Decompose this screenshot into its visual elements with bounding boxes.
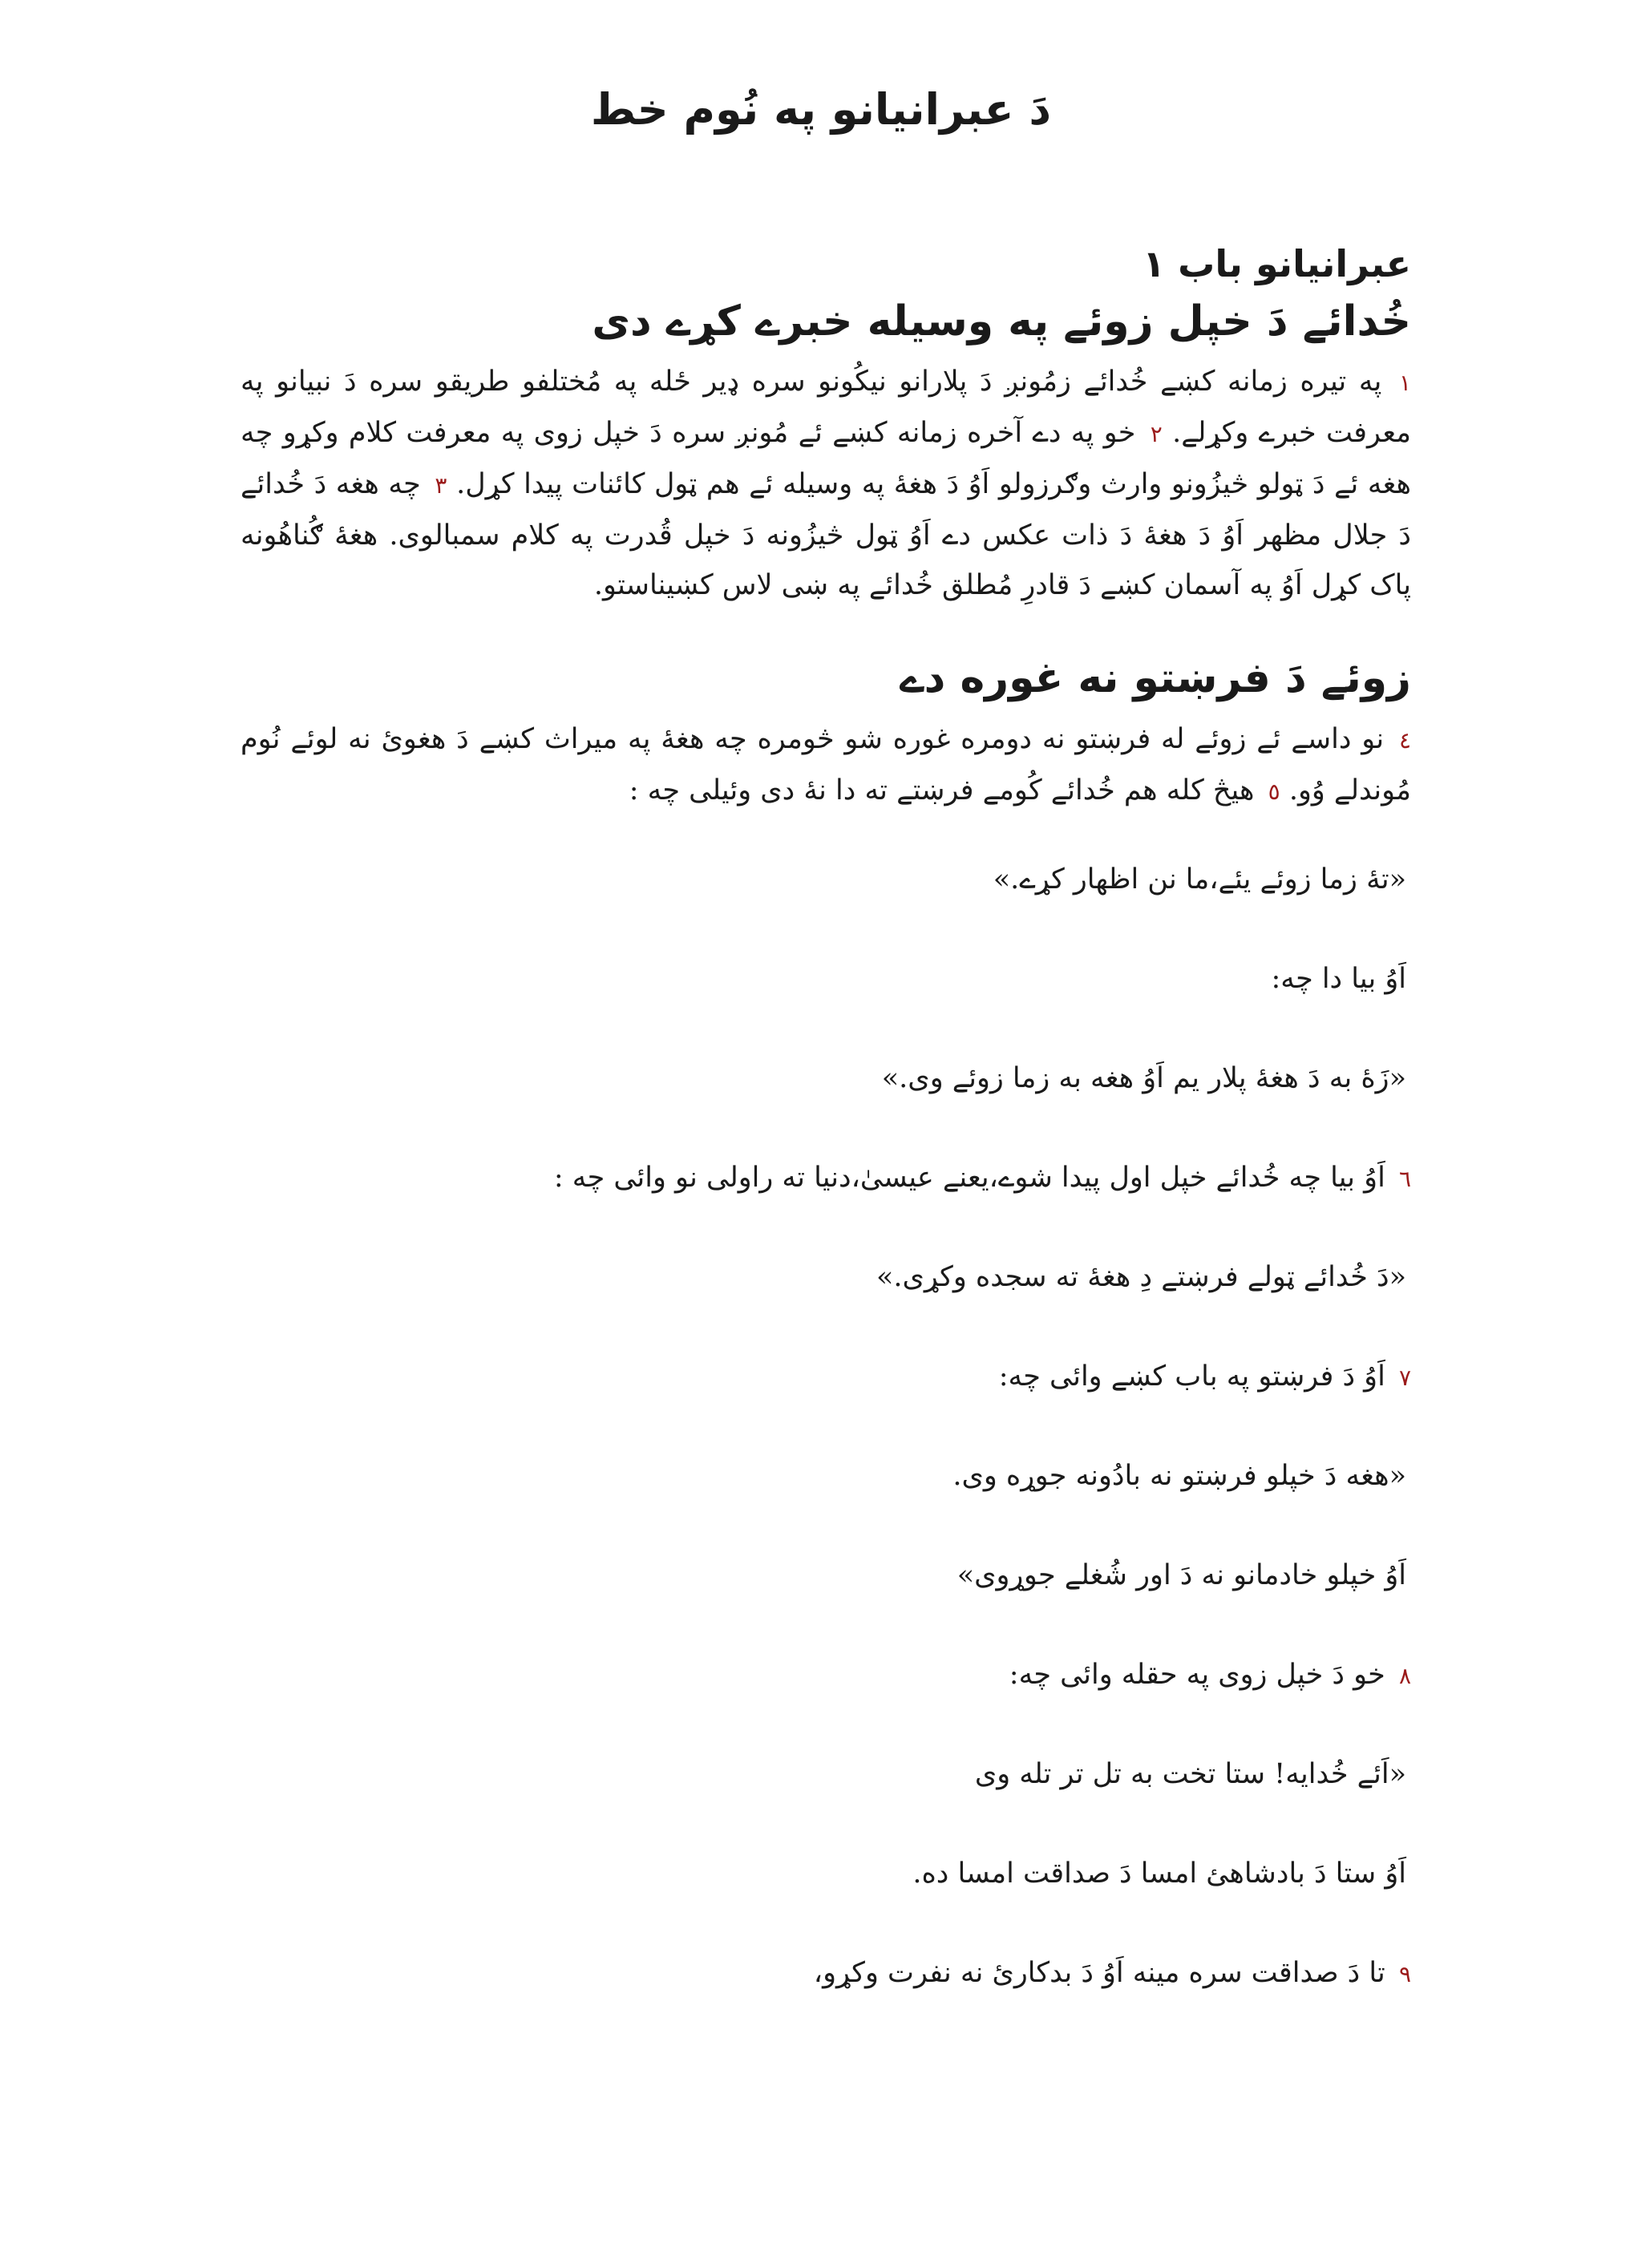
section-heading-1: خُدائے دَ خپل زوئے په وسيله خبرے کړے دی bbox=[592, 297, 1411, 346]
paragraph-verses-1-3 bbox=[241, 357, 1411, 610]
line-text: اَوُ بيا چه خُدائے خپل اول پيدا شوے،يعنے عيسیٰ،دنيا ته راولی نو وائی چه : bbox=[553, 1161, 1385, 1194]
quote-line bbox=[241, 955, 1411, 1005]
document-title: دَ عبرانيانو په نُوم خط bbox=[590, 84, 1052, 135]
verse-text: په تيره زمانه کښے خُدائے زمُونږ دَ پلارانو نيکُونو سره ډير ځله په مُختلفو طريقو سره دَ نبيانو په معرفت خبرے وکړلے. bbox=[241, 366, 1411, 450]
line-text: اَوُ بيا دا چه: bbox=[1271, 962, 1406, 995]
line-text: «هغه دَ خپلو فرښتو نه بادُونه جوړه وی. bbox=[952, 1459, 1406, 1492]
line-text: اَوُ دَ فرښتو په باب کښے وائی چه: bbox=[998, 1360, 1385, 1393]
verse-number: ۱ bbox=[1398, 370, 1411, 397]
verse-number: ۷ bbox=[1398, 1364, 1411, 1391]
paragraph-verses-4-5 bbox=[241, 714, 1411, 817]
quotation-block bbox=[241, 855, 1411, 1999]
quote-line bbox=[241, 1054, 1411, 1104]
line-text: «دَ خُدائے ټولے فرښتے دِ هغهٔ ته سجده وکړی.» bbox=[876, 1260, 1406, 1293]
quote-line bbox=[241, 1551, 1411, 1601]
quote-line bbox=[241, 1651, 1411, 1700]
verse-text: خو په دے آخره زمانه کښے ئے مُونږ سره دَ خپل زوی په معرفت کلام وکړو چه هغه ئے دَ ټولو څيزُونو وارث وګرزولو اَوُ دَ هغهٔ په وسيله ئے هم ټول کائنات پيدا کړل. bbox=[241, 417, 1411, 501]
verse-number: ٤ bbox=[1398, 726, 1411, 754]
verse-number: ۲ bbox=[1150, 421, 1163, 448]
chapter-label: عبرانيانو باب ۱ bbox=[1143, 242, 1411, 285]
verse-number: ٦ bbox=[1398, 1165, 1411, 1192]
quote-line bbox=[241, 1154, 1411, 1203]
quote-line bbox=[241, 1253, 1411, 1303]
quote-line bbox=[241, 1750, 1411, 1800]
verse-text: چه هغه دَ خُدائے دَ جلال مظهر اَوُ دَ هغهٔ دَ ذات عکس دے اَوُ ټول څيزُونه دَ خپل قُدرت په کلام سمبالوی. هغهٔ ګُناهُونه پاک کړل اَوُ په آسمان کښے دَ قادرِ مُطلق خُدائے په ښی لاس کښيناستو. bbox=[241, 468, 1411, 602]
quote-line bbox=[241, 1452, 1411, 1502]
quote-line bbox=[241, 855, 1411, 905]
line-text: اَوُ ستا دَ بادشاهئ امسا دَ صداقت امسا ده. bbox=[912, 1857, 1406, 1890]
content-area bbox=[241, 241, 1411, 2048]
line-text: تا دَ صداقت سره مينه اَوُ دَ بدکارئ نه نفرت وکړو، bbox=[813, 1956, 1385, 1989]
line-text: «اَئے خُدايه! ستا تخت به تل تر تله وی bbox=[974, 1757, 1406, 1790]
line-text: «زَهٔ به دَ هغهٔ پلار يم اَوُ هغه به زما زوئے وی.» bbox=[881, 1061, 1406, 1094]
verse-text: نو داسے ئے زوئے له فرښتو نه دومره غوره شو څومره چه هغهٔ په ميراث کښے دَ هغوئ نه لوئے نُوم مُوندلے وُو. bbox=[241, 722, 1411, 807]
verse-text: هيڅ کله هم خُدائے کُومے فرښتے ته دا نهٔ دی وئيلی چه : bbox=[629, 774, 1255, 807]
verse-number: ۳ bbox=[435, 472, 447, 499]
line-text: اَوُ خپلو خادمانو نه دَ اور شُغلے جوړوی» bbox=[956, 1558, 1406, 1591]
line-text: «تهٔ زما زوئے يئے،ما نن اظهار کړے.» bbox=[993, 863, 1406, 895]
line-text: خو دَ خپل زوی په حقله وائی چه: bbox=[1009, 1658, 1385, 1691]
quote-line bbox=[241, 1949, 1411, 1999]
verse-number: ٥ bbox=[1268, 778, 1280, 805]
verse-number: ۹ bbox=[1398, 1960, 1411, 1987]
quote-line bbox=[241, 1850, 1411, 1899]
section-heading-2: زوئے دَ فرښتو نه غوره دے bbox=[900, 654, 1411, 703]
verse-number: ۸ bbox=[1398, 1662, 1411, 1689]
quote-line bbox=[241, 1352, 1411, 1402]
